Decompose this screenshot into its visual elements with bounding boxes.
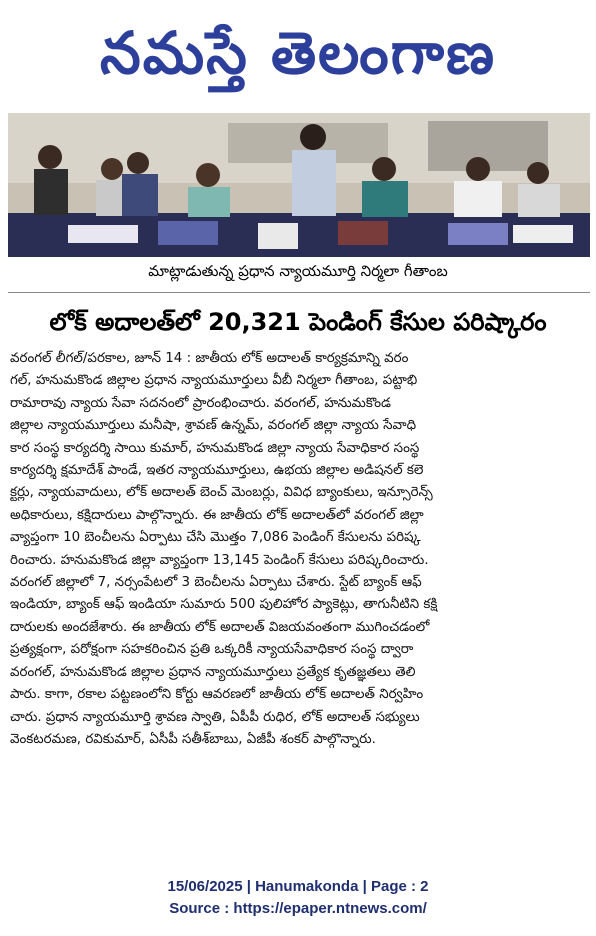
article-line: వ్యాప్తంగా 10 బెంచీలను ఏర్పాటు చేసి మొత్తం 7,086 పెండింగ్ కేసులను పరిష్క: [10, 530, 421, 546]
article-line: వరంగల్ లీగల్/పరకాల, జూన్ 14 : జాతీయ లోక్ అదాలత్ కార్యక్రమాన్ని వరం: [10, 351, 409, 366]
article-line: క్టర్లు, న్యాయవాదులు, లోక్ అదాలత్ బెంచ్ మెంబర్లు, వివిధ బ్యాంకులు, ఇన్సూరెన్స్: [10, 485, 433, 501]
footer: [0, 876, 596, 920]
photo-illustration: [8, 113, 590, 257]
masthead: [0, 8, 596, 98]
article-line: ప్రత్యక్షంగా, పరోక్షంగా సహకరించిన ప్రతి ఒక్కరికీ న్యాయసేవాధికార సంస్థ ద్వారా: [10, 642, 414, 658]
article-line: చారు. ప్రధాన న్యాయమూర్తి శ్రావణ స్వాతి, ఏపీపీ రుధిర, లోక్ అదాలత్ సభ్యులు: [10, 709, 420, 725]
article-line: కార సంస్థ కార్యదర్శి సాయి కుమార్, హనుమకొండ జిల్లా న్యాయ సేవాధికార సంస్థ: [10, 440, 420, 456]
article-line: గల్, హనుమకొండ జిల్లాల ప్రధాన న్యాయమూర్తులు వీబీ నిర్మలా గీతాంబ, పట్టాభి: [10, 373, 418, 389]
article-line: రించారు. హనుమకొండ జిల్లా వ్యాప్తంగా 13,145 పెండింగ్ కేసులు పరిష్కరించారు.: [10, 552, 429, 568]
article-line: అధికారులు, కక్షిదారులు పాల్గొన్నారు. ఈ జాతీయ లోక్ అదాలత్‌లో వరంగల్ జిల్లా: [10, 507, 424, 523]
photo-caption: మాట్లాడుతున్న ప్రధాన న్యాయమూర్తి నిర్మలా గీతాంబ: [148, 262, 448, 280]
headline: లోక్ అదాలత్‌లో 20,321 పెండింగ్ కేసుల పరిష్కారం: [49, 308, 547, 336]
article-line: కార్యదర్శి క్షమాదేశ్ పాండే, ఇతర న్యాయమూర్తులు, ఉభయ జిల్లాల అడిషనల్ కలె: [10, 463, 424, 479]
footer-dateline: 15/06/2025 | Hanumakonda | Page : 2: [167, 878, 429, 895]
article-line: వెంకటరమణ, రవికుమార్, ఏసీపీ సతీశ్‌బాబు, ఏజీపీ శంకర్ పాల్గొన్నారు.: [10, 731, 376, 747]
article-line: ఇండియా, బ్యాంక్ ఆఫ్ ఇండియా సుమారు 500 పులిహోర ప్యాకెట్లు, తాగునీటిని కక్షి: [10, 597, 438, 613]
masthead-title: నమస్తే తెలంగాణ: [100, 19, 496, 87]
article-line: జిల్లాల న్యాయమూర్తులు మనీషా, శ్రావణ్ ఉన్నమ్, వరంగల్ జిల్లా న్యాయ సేవాధి: [10, 418, 417, 434]
article-line: వరంగల్ జిల్లాలో 7, నర్సంపేటలో 3 బెంచీలను ఏర్పాటు చేశారు. స్టేట్ బ్యాంక్ ఆఫ్: [10, 575, 422, 591]
article-body: [10, 348, 588, 751]
article-line: రామారావు న్యాయ సేవా సదనంలో ప్రారంభించారు. వరంగల్, హనుమకొండ: [10, 395, 391, 411]
article-line: వరంగల్, హనుమకొండ జిల్లాల ప్రధాన న్యాయమూర్తులు ప్రత్యేక కృతజ్ఞతలు తెలి: [10, 664, 416, 680]
article-line: పారు. కాగా, రకాల పట్టణంలోని కోర్టు ఆవరణలో జాతీయ లోక్ అదాలత్ నిర్వహిం: [10, 687, 424, 703]
article-line: దారులకు అందజేశారు. ఈ జాతీయ లోక్ అదాలత్ విజయవంతంగా ముగించడంలో: [10, 619, 430, 635]
news-photo: [8, 113, 590, 257]
divider: [8, 292, 590, 293]
footer-source-link[interactable]: Source : https://epaper.ntnews.com/: [169, 900, 427, 917]
